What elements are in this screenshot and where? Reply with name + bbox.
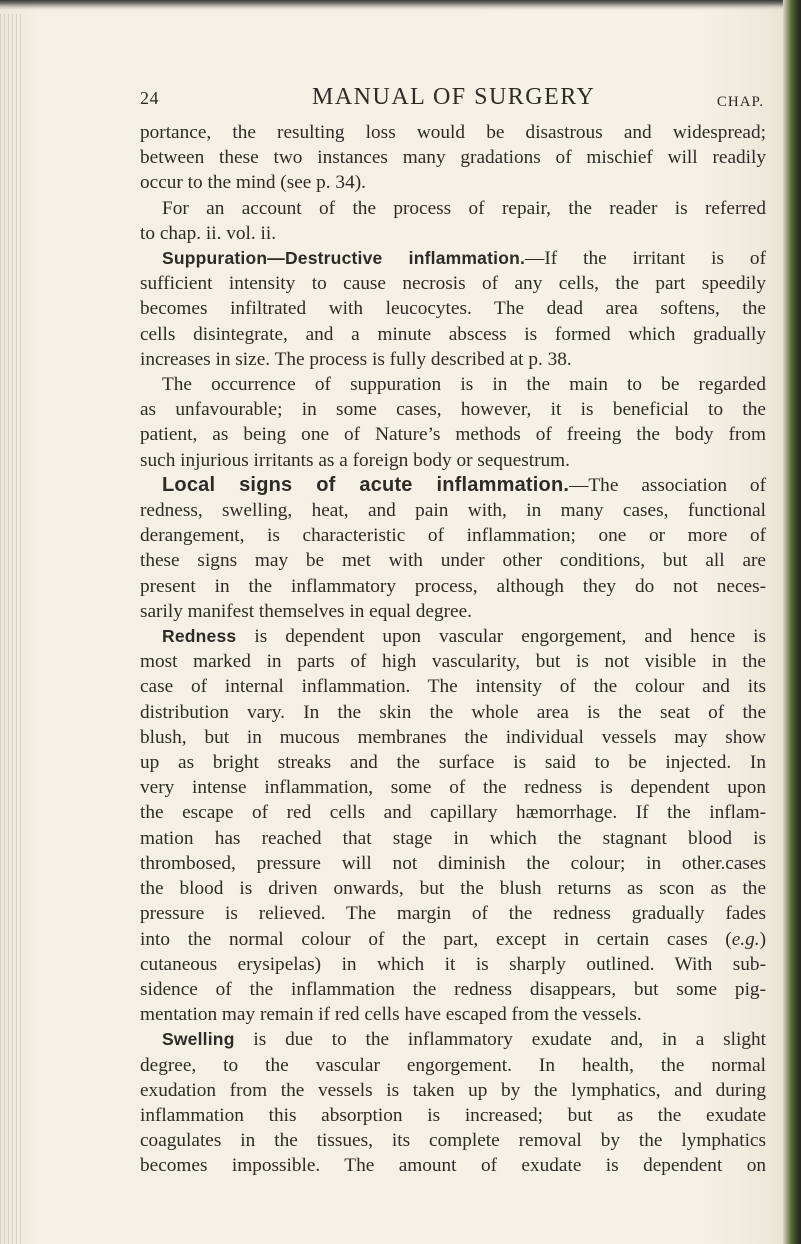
paragraph-local-signs — [140, 473, 766, 624]
section-heading-suppuration: Suppuration—Destructive inflammation. — [162, 248, 526, 269]
page-top-edge — [0, 0, 801, 10]
section-heading-swelling: Swelling — [162, 1029, 235, 1050]
text-line: becomes impossible. The amount of exudate is dependent on — [140, 1155, 766, 1177]
text-line: to chap. ii. vol. ii. — [140, 222, 277, 244]
text-run: —If the irritant is of — [525, 248, 766, 270]
text-line: redness, swelling, heat, and pain with, in many cases, functional — [140, 500, 766, 522]
text-run: is due to the inflammatory exudate and, in a slight — [234, 1029, 766, 1051]
text-line: The occurrence of suppuration is in the main to be regarded — [162, 374, 766, 396]
book-spine-edge — [783, 0, 801, 1244]
text-line: blush, but in mucous membranes the individual vessels may show — [140, 726, 766, 748]
text-line: For an account of the process of repair, the reader is referred — [162, 197, 766, 219]
text-line: increases in size. The process is fully described at p. 38. — [140, 348, 572, 370]
text-line: most marked in parts of high vascularity, but is not visible in the — [140, 651, 766, 673]
text-line: mentation may remain if red cells have escaped from the vessels. — [140, 1004, 642, 1026]
text-line: patient, as being one of Nature’s methods of freeing the body from — [140, 424, 766, 446]
text-run: is dependent upon vascular engorgement, and hence is — [236, 626, 766, 648]
text-line: these signs may be met with under other conditions, but all are — [140, 550, 766, 572]
text-line: portance, the resulting loss would be disastrous and widespread; — [140, 122, 766, 143]
text-line: into the normal colour of the part, except in certain cases (e.g.) — [140, 928, 766, 950]
page-left-gutter — [0, 14, 22, 1244]
running-title: MANUAL OF SURGERY — [312, 84, 596, 110]
text-line: case of internal inflammation. The intensity of the colour and its — [140, 676, 766, 698]
text-line: sufficient intensity to cause necrosis of any cells, the part speedily — [140, 273, 766, 295]
text-line: inflammation this absorption is increased; but as the exudate — [140, 1104, 766, 1126]
text-run: into the normal colour of the part, except in certain cases ( — [140, 928, 732, 950]
text-line: cutaneous erysipelas) in which it is sharply outlined. With sub- — [140, 953, 766, 975]
paragraph-redness — [140, 624, 766, 1027]
text-line: degree, to the vascular engorgement. In health, the normal — [140, 1054, 766, 1076]
text-line: coagulates in the tissues, its complete removal by the lymphatics — [140, 1130, 766, 1152]
running-header — [140, 82, 768, 116]
body-text — [140, 120, 766, 1179]
text-line: sidence of the inflammation the redness disappears, but some pig- — [140, 978, 766, 1000]
section-heading-local-signs: Local signs of acute inflammation. — [162, 473, 570, 496]
text-line: thrombosed, pressure will not diminish the colour; in other.cases — [140, 852, 766, 874]
text-line: up as bright streaks and the surface is said to be injected. In — [140, 752, 766, 774]
paragraph-suppuration-occurrence — [140, 372, 766, 473]
text-line: between these two instances many gradations of mischief will readily — [140, 147, 766, 169]
text-line: derangement, is characteristic of inflammation; one or more of — [140, 525, 766, 547]
text-line — [140, 473, 766, 498]
text-italic-eg: e.g. — [731, 928, 760, 950]
text-line: present in the inflammatory process, although they do not neces- — [140, 575, 766, 597]
text-line: becomes infiltrated with leucocytes. The dead area softens, the — [140, 298, 766, 320]
text-line: mation has reached that stage in which the stagnant blood is — [140, 827, 766, 849]
text-line: sarily manifest themselves in equal degree. — [140, 600, 472, 622]
text-line: exudation from the vessels is taken up by the lymphatics, and during — [140, 1079, 766, 1101]
text-line: the escape of red cells and capillary hæmorrhage. If the inflam- — [140, 802, 766, 824]
paragraph-swelling — [140, 1027, 766, 1178]
paragraph-repair-reference — [140, 196, 766, 246]
section-heading-redness: Redness — [162, 626, 237, 647]
text-line: cells disintegrate, and a minute abscess is formed which gradually — [140, 323, 766, 345]
paragraph-continuation — [140, 120, 766, 196]
paragraph-suppuration — [140, 246, 766, 372]
text-line — [140, 246, 766, 271]
text-line: very intense inflammation, some of the redness is dependent upon — [140, 777, 766, 799]
text-run: —The association of — [569, 474, 766, 496]
page-number: 24 — [140, 88, 159, 108]
text-line: as unfavourable; in some cases, however, it is beneficial to the — [140, 399, 766, 421]
text-line: the blood is driven onwards, but the blush returns as scon as the — [140, 878, 766, 900]
text-line: pressure is relieved. The margin of the redness gradually fades — [140, 903, 766, 925]
text-line — [140, 1027, 766, 1052]
text-line: distribution vary. In the skin the whole area is the seat of the — [140, 701, 766, 723]
text-line: occur to the mind (see p. 34). — [140, 172, 366, 194]
text-line: such injurious irritants as a foreign body or sequestrum. — [140, 449, 570, 471]
text-line — [140, 624, 766, 649]
chapter-label: CHAP. — [716, 94, 764, 110]
